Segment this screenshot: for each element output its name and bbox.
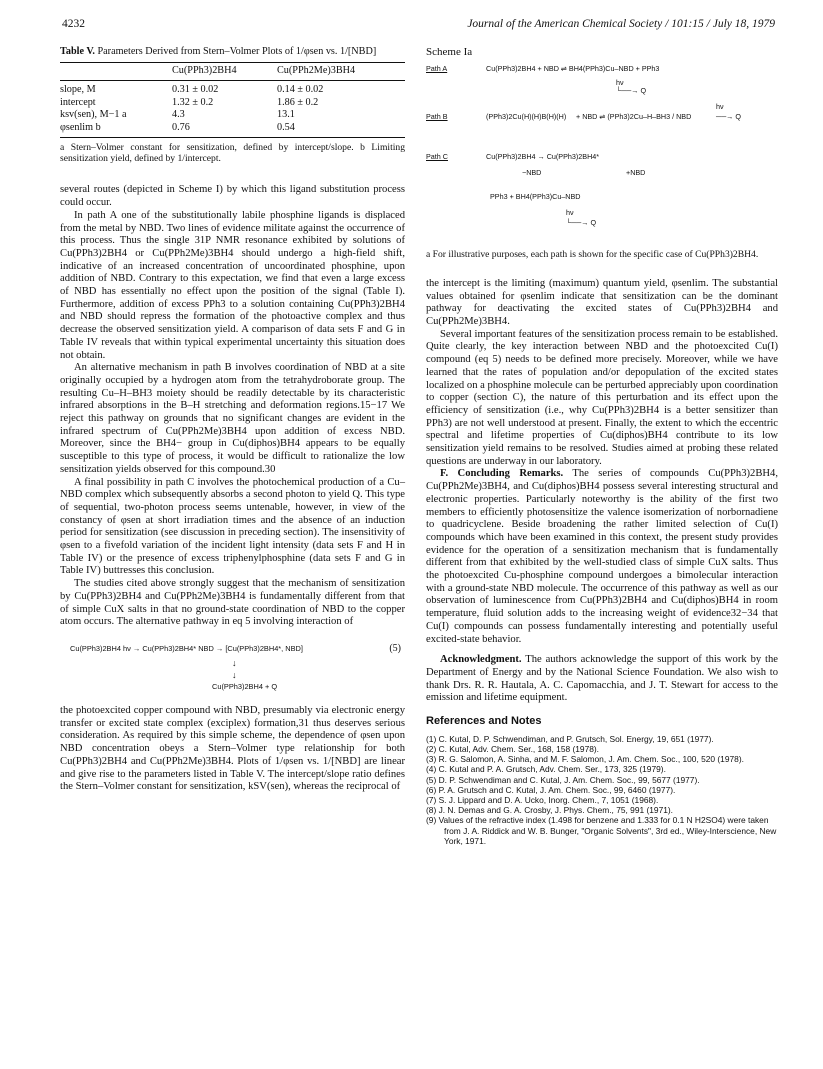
table-cell: intercept	[60, 96, 96, 108]
table-title: Parameters Derived from Stern–Volmer Plots of 1/φsen vs. 1/[NBD]	[97, 46, 377, 57]
table-cell: 1.86 ± 0.2	[277, 96, 319, 108]
hv-label: hν	[566, 207, 574, 217]
concluding-remarks	[426, 468, 778, 646]
table-cell: 0.31 ± 0.02	[172, 83, 219, 95]
reference-item: (4) C. Kutal and P. A. Grutsch, Adv. Chem. Ser., 173, 325 (1979).	[426, 764, 666, 775]
table-header-cell	[60, 63, 172, 81]
scheme-title: Scheme Ia	[426, 46, 473, 58]
reference-item: (6) P. A. Grutsch and C. Kutal, J. Am. Chem. Soc., 99, 6460 (1977).	[426, 784, 676, 795]
journal-title: Journal of the American Chemical Society / 101:15 / July 18, 1979	[467, 18, 775, 30]
path-b-label: Path B	[426, 111, 448, 121]
table-row	[60, 122, 405, 138]
table-cell: 13.1	[277, 109, 295, 121]
table-cell: 0.54	[277, 122, 405, 138]
eq-reactant: Cu(PPh3)2BH4	[70, 644, 121, 653]
reference-item: (1) C. Kutal, D. P. Schwendiman, and P. Grutsch, Sol. Energy, 19, 651 (1977).	[426, 733, 714, 744]
reference-item: (8) J. N. Demas and G. A. Crosby, J. Phys. Chem., 75, 991 (1971).	[426, 805, 674, 816]
table-label: Table V.	[60, 46, 95, 57]
section-text: The series of compounds Cu(PPh3)2BH4, Cu(PPh2Me)3BH4, and Cu(diphos)BH4 possess several interesting structural and electronic properties. Particularly noteworthy is the ability of the first two members to efficiently photosensitize the valence isomerization of norbornadiene to quadricyclene. Beside broadening the rather limited selection of Cu(I) compounds which have been examined in this context, the present study provides evidence for the operation of a sensitization mechanism that is fundamentally different from that exhibited by the well-studied class of simple CuX salts. Thus the photoexcited Cu-phosphine compound undergoes a bimolecular interaction with a ground-state NBD molecule. The occurrence of this pathway as well as our observation of luminescence from Cu(PPh3)2BH4 and Cu(diphos)BH4 in room temperature, fluid solution adds to the increasing weight of evidence32−34 that Cu(I) compounds can possess fundamentally interesting and potentially useful excited-state behavior.	[426, 468, 779, 645]
down-arrow-icon: ↓	[232, 658, 237, 668]
scheme-footnote: a For illustrative purposes, each path is shown for the specific case of Cu(PPh3)2BH4.	[426, 248, 759, 260]
scheme-1	[426, 63, 778, 243]
down-arrow-icon: ↓	[232, 670, 237, 680]
eq-hv: hν	[123, 644, 131, 653]
body-paragraph: A final possibility in path C involves the photochemical production of a Cu–NBD complex which subsequently absorbs a second photon to yield Q. This type of sequential, two-photon process seems untenable, however, in view of the constancy of φsen at short irradiation times and the absence of an induction period for sensitization (see discussion in preceding section). The insensitivity of φsen to a fivefold variation of the incident light intensity (data sets F and H in Table IV) or the presence of excess triphenylphosphine (data sets F and G in Table IV) buttresses this conclusion.	[60, 476, 405, 577]
table-cell: 1.32 ± 0.2	[172, 96, 214, 108]
eq-nbd: NBD	[198, 644, 214, 653]
body-paragraph: several routes (depicted in Scheme I) by which this ligand substitution process could occur.	[60, 184, 405, 209]
minus-nbd-label: −NBD	[522, 167, 542, 177]
plus-nbd-label: +NBD	[626, 167, 646, 177]
path-b-equation: + NBD ⇌ (PPh3)2Cu–H–BH3 / NBD	[576, 111, 692, 121]
path-c-equation: Cu(PPh3)2BH4 → Cu(PPh3)2BH4*	[486, 151, 600, 161]
body-paragraph: An alternative mechanism in path B involves coordination of NBD at a site originally occupied by a hydrogen atom from the tetrahydroborate group. The resulting Cu–H–BH3 moiety should be readily detectable by its characteristic infrared absorptions in the B–H stretching and deformation regions.15−17 We reject this pathway on grounds that no significant changes are evident in the infrared spectrum of Cu(PPh2Me)3BH4 upon addition of excess NBD. Moreover, since the BH4− group in Cu(diphos)BH4 appears to be equally susceptible to this type of process, it would be difficult to rationalize the low sensitization yields observed for this compound.30	[60, 362, 405, 475]
references-list	[426, 734, 778, 846]
q-label: Q	[590, 217, 597, 227]
q-label: Q	[735, 111, 741, 121]
body-paragraph: The studies cited above strongly suggest that the mechanism of sensitization by Cu(PPh3)2BH4 and Cu(PPh2Me)3BH4 is fundamentally different from that of simple CuX salts in that no ground-state coordination of NBD to the copper atom occurs. The alternative pathway in eq 5 involving interaction of	[60, 578, 405, 628]
eq-excited: Cu(PPh3)2BH4*	[142, 644, 197, 653]
arrow-icon: └──→ Q	[616, 85, 647, 95]
table-row	[60, 96, 405, 109]
acknowledgment	[426, 654, 778, 705]
path-b-reactant: (PPh3)2Cu(H)(H)B(H)(H)	[486, 111, 567, 121]
path-c-product: PPh3 + BH4(PPh3)Cu–NBD	[490, 191, 581, 201]
table-cell: slope, M	[60, 83, 96, 95]
path-a-equation: Cu(PPh3)2BH4 + NBD ⇌ BH4(PPh3)Cu–NBD + PPh3	[486, 63, 660, 73]
q-label: Q	[640, 85, 647, 95]
reference-item: (2) C. Kutal, Adv. Chem. Ser., 168, 158 (1978).	[426, 744, 600, 755]
body-paragraph: the intercept is the limiting (maximum) quantum yield, φsenlim. The substantial values obtained for φsenlim indicate that sensitization can be the dominant pathway for deactivating the excited states of Cu(PPh3)2BH4 and Cu(PPh2Me)3BH4.	[426, 277, 778, 328]
table-cell: 4.3	[172, 109, 185, 121]
table-cell: ksv(sen), M−1 a	[60, 109, 127, 121]
section-heading: F. Concluding Remarks.	[440, 468, 564, 480]
table-caption	[60, 46, 405, 58]
right-column	[426, 46, 778, 846]
body-paragraph: In path A one of the substitutionally labile phosphine ligands is displaced from the metal by NBD. Two lines of evidence militate against the occurrence of this process. Thus the single 31P NMR resonance exhibited by solutions of Cu(PPh3)2BH4 or Cu(PPh2Me)3BH4 should undergo a high-field shift, indicative of an increased concentration of uncoordinated phosphine, upon addition of NBD. Contrary to this expectation, we find that even a large excess of NBD has essentially no effect upon the position of the signal (Table I). Furthermore, addition of excess PPh3 to a solution containing Cu(PPh3)2BH4 and NBD should repress the formation of the photoactive complex and thus decrease the observed sensitization yield. A comparison of data sets F and G in Table IV reveals that within typical experimental uncertainty this situation does not obtain.	[60, 209, 405, 361]
equation-number: (5)	[389, 643, 401, 654]
table-footnote: a Stern–Volmer constant for sensitization, defined by intercept/slope. b Limiting sensitization yield, defined by 1/intercept.	[60, 141, 405, 165]
path-a-label: Path A	[426, 63, 448, 73]
table-cell: 0.76	[172, 122, 277, 138]
reference-item: (5) D. P. Schwendiman and C. Kutal, J. Am. Chem. Soc., 99, 5677 (1977).	[426, 774, 700, 785]
table-cell: 0.14 ± 0.02	[277, 83, 324, 95]
references-heading: References and Notes	[426, 715, 542, 728]
ack-text: The authors acknowledge the support of this work by the Department of Energy and by the National Science Foundation. We also wish to thank Drs. R. R. Hautala, A. C. Capomacchia, and J. T. Stewart for access to the emission and lifetime equipment.	[426, 654, 778, 704]
left-column	[60, 46, 405, 794]
eq-complex: [Cu(PPh3)2BH4*, NBD]	[225, 644, 303, 653]
equation-5	[60, 643, 405, 695]
table-row	[60, 109, 405, 122]
equation-line: Cu(PPh3)2BH4 hν → Cu(PPh3)2BH4* NBD → [Cu(PPh3)2BH4*, NBD]	[70, 644, 303, 653]
hv-label: hν	[716, 101, 724, 111]
page-header	[62, 18, 775, 34]
reference-item: (3) R. G. Salomon, A. Sinha, and M. F. Salomon, J. Am. Chem. Soc., 100, 520 (1978).	[426, 754, 744, 765]
ack-heading: Acknowledgment.	[440, 654, 522, 666]
path-c-label: Path C	[426, 151, 448, 161]
body-paragraph: Several important features of the sensitization process remain to be established. Quite clearly, the key interaction between NBD and the photoexcited Cu(I) compound (eq 5) needs to be defined more precisely. Moreover, while we have learned that the rates of population and/or depopulation of the excited states localized on a phosphine molecule can be perturbed appreciably upon coordination to copper (section C), the nature of this perturbation and its effect upon the efficiency of sensitization (i.e., why Cu(PPh3)2BH4 is a better sensitizer than PPh3) are not well understood at present. Finally, the extent to which the eccentric spectral and lifetime properties of Cu(diphos)BH4 contribute to its low sensitization yield remains to be resolved. Studies aimed at probing these related questions are underway in our laboratory.	[426, 328, 778, 467]
hv-label: hν	[616, 77, 624, 87]
table-header-cell: Cu(PPh2Me)3BH4	[277, 63, 405, 81]
body-paragraph: the photoexcited copper compound with NBD, presumably via electronic energy transfer or excited state complex (exciplex) formation,31 thus deserves serious consideration. As required by this simple scheme, the dependence of φsen upon NBD concentration obeys a Stern–Volmer type relationship for both Cu(PPh3)2BH4 and Cu(PPh2Me)3BH4. Plots of 1/φsen vs. 1/[NBD] are linear and give rise to the parameters listed in Table V. The intercept/slope ratio defines the Stern–Volmer constant for sensitization, kSV(sen), whereas the reciprocal of	[60, 705, 405, 793]
reference-item: (7) S. J. Lippard and D. A. Ucko, Inorg. Chem., 7, 1051 (1968).	[426, 795, 659, 806]
table-v	[60, 62, 405, 138]
reference-item: (9) Values of the refractive index (1.498 for benzene and 1.333 for 0.1 N H2SO4) were taken from J. A. Riddick and W. B. Bunger, "Organic Solvents", 3rd ed., Wiley-Interscience, New York, 1971.	[426, 815, 777, 846]
eq-product: Cu(PPh3)2BH4 + Q	[212, 682, 278, 691]
table-cell: φsenlim b	[60, 122, 172, 138]
table-header-cell: Cu(PPh3)2BH4	[172, 63, 277, 81]
arrow-icon: └──→ Q	[566, 217, 597, 227]
arrow-icon: ──→ Q	[716, 111, 741, 121]
table-row	[60, 80, 405, 96]
page-number: 4232	[62, 18, 85, 30]
